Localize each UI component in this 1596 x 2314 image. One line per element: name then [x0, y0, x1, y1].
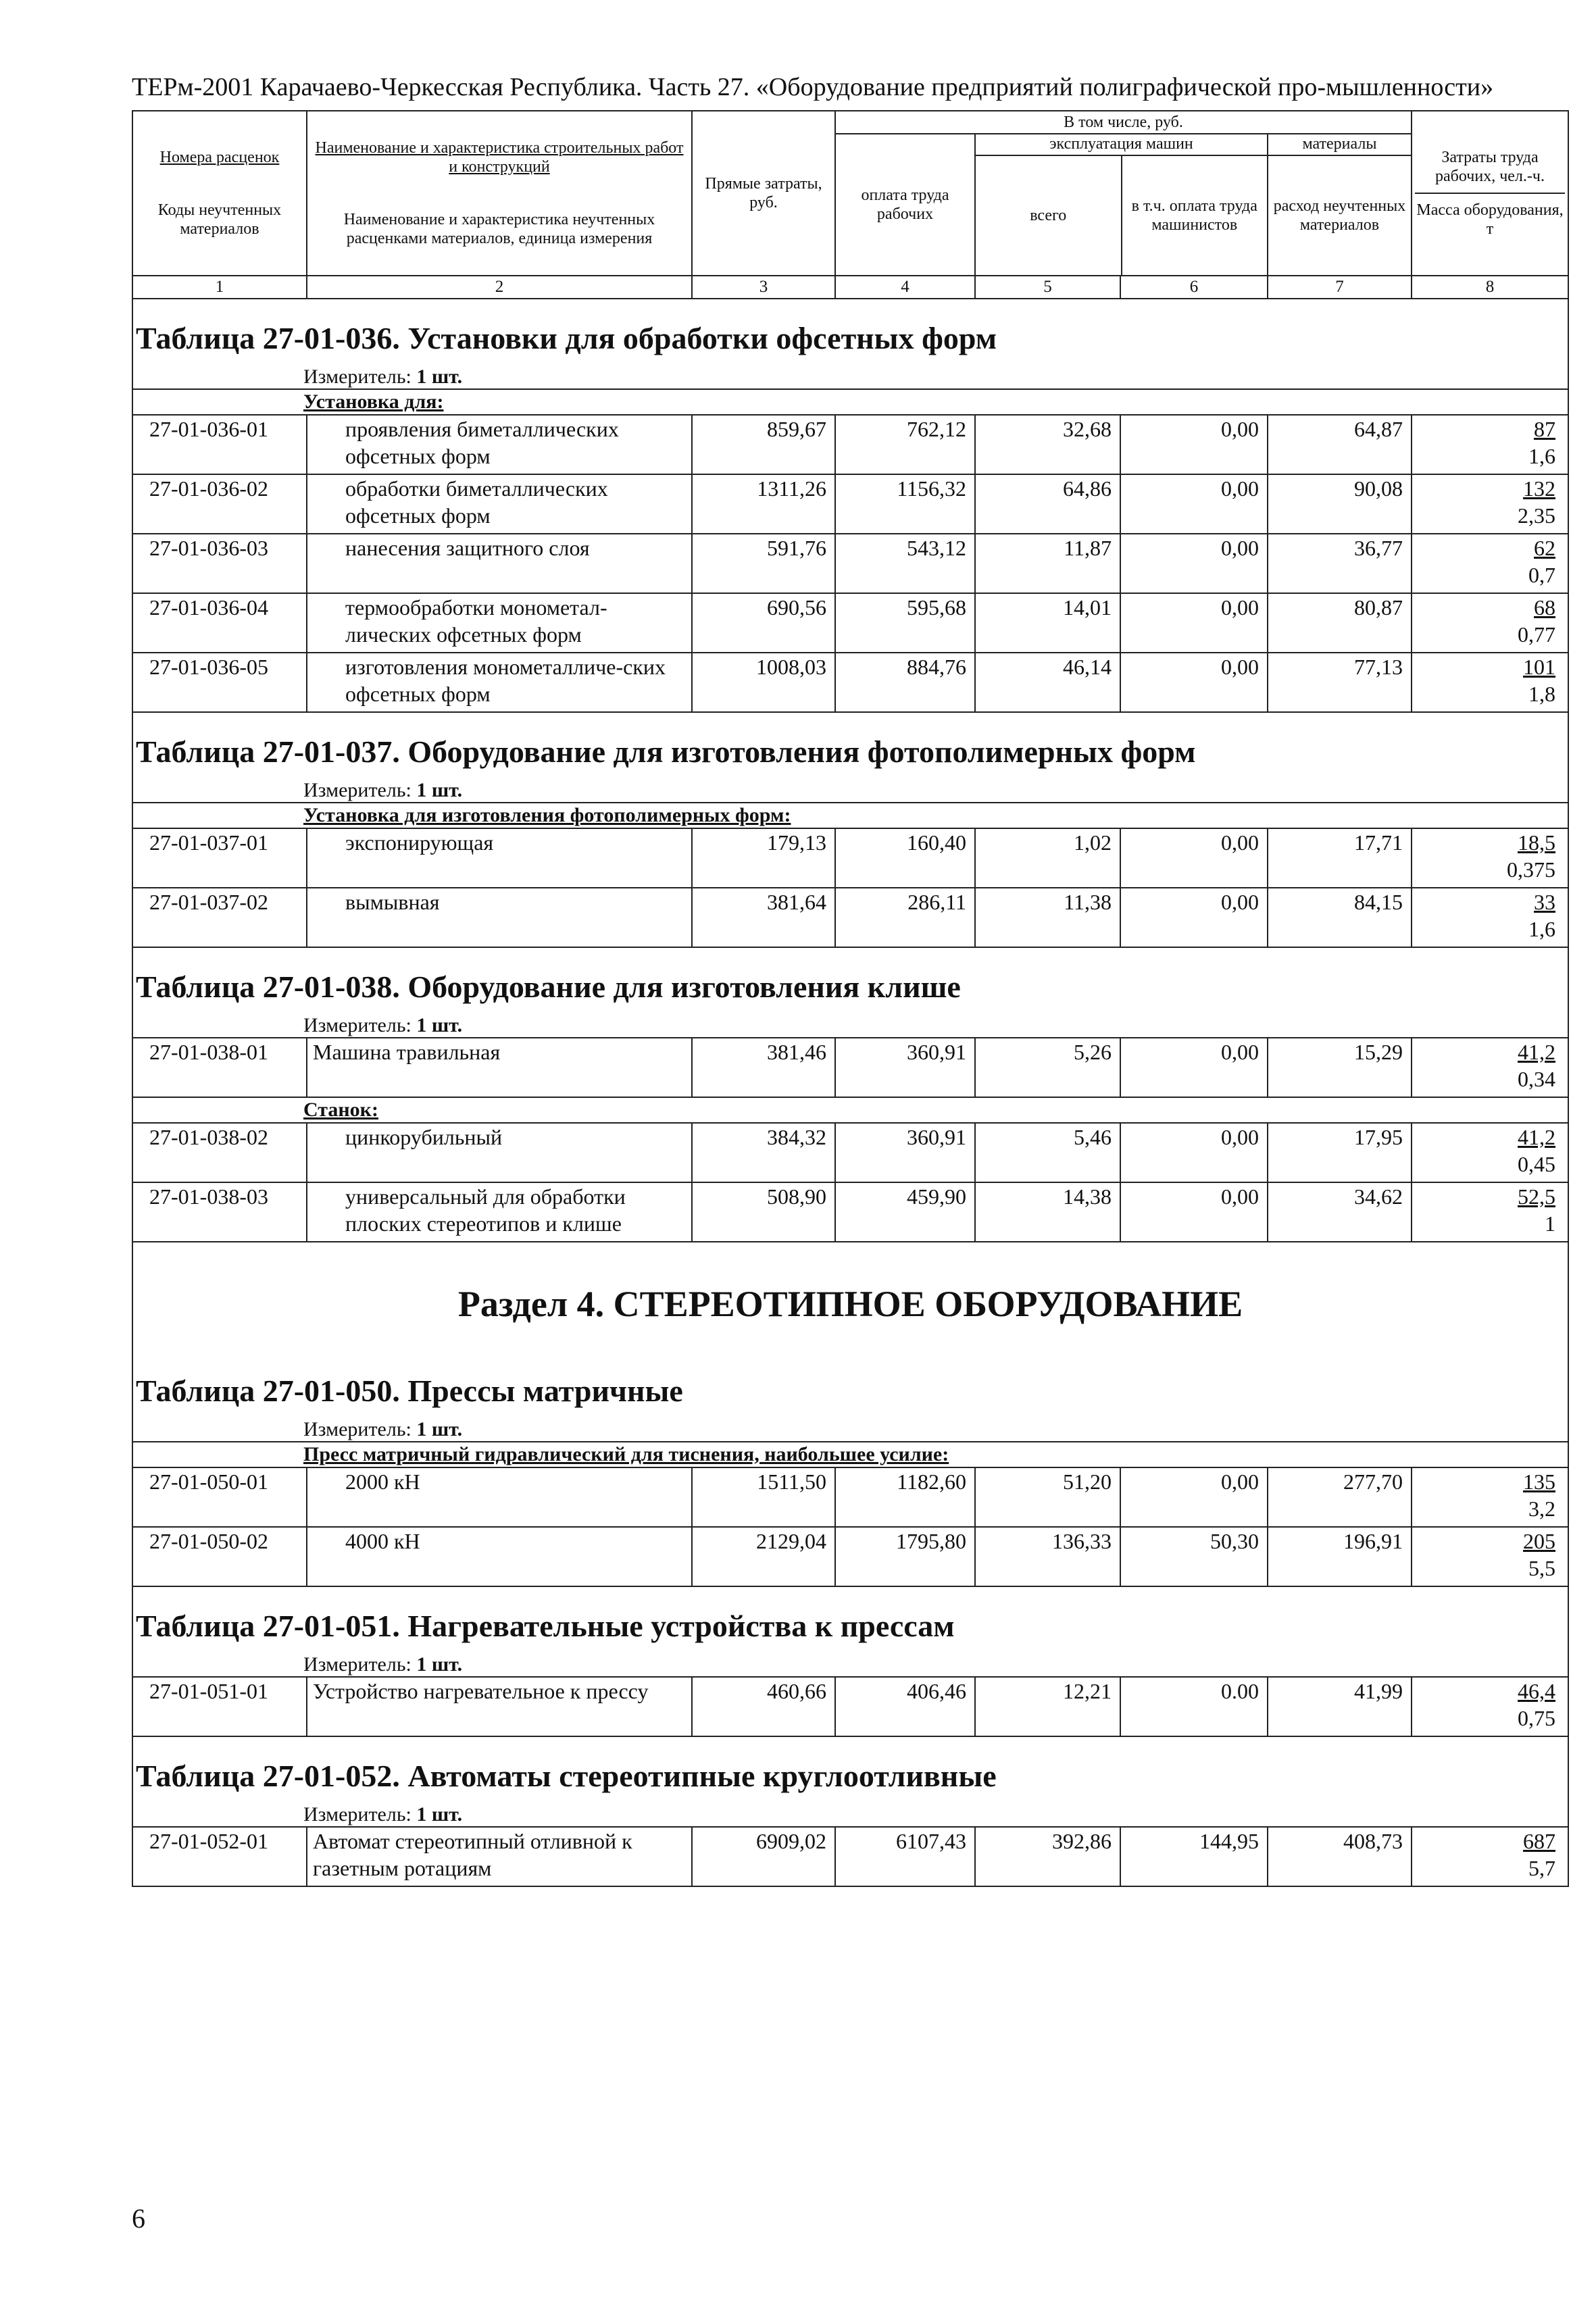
- labor-hours: 33: [1534, 890, 1555, 914]
- value-mat: 17,95: [1268, 1123, 1412, 1182]
- value-mach: 11,87: [975, 534, 1120, 593]
- materials-header: [1268, 134, 1412, 276]
- table-row: [132, 653, 1568, 712]
- value-mach: 392,86: [975, 1827, 1120, 1886]
- rates-table: [132, 110, 1569, 1887]
- rate-name: Устройство нагревательное к прессу: [307, 1677, 692, 1736]
- table-title-row: [132, 299, 1568, 363]
- value-machlab: 0,00: [1120, 1182, 1268, 1242]
- rate-name: проявления биметаллических офсетных форм: [307, 415, 692, 474]
- col-direct-header: Прямые затраты, руб.: [692, 111, 835, 276]
- value-machlab: 0,00: [1120, 474, 1268, 534]
- col8-top-label: Затраты труда рабочих, чел.-ч.: [1435, 149, 1545, 185]
- value-labor: 459,90: [835, 1182, 975, 1242]
- labor-mass-cell: [1412, 653, 1568, 712]
- measure-row: [132, 1651, 1568, 1677]
- rate-code: 27-01-036-05: [132, 653, 307, 712]
- rate-name: изготовления монометалличе-ских офсетных форм: [307, 653, 692, 712]
- measure-value: 1 шт.: [416, 1803, 463, 1826]
- labor-hours: 132: [1523, 476, 1555, 501]
- value-mach: 51,20: [975, 1467, 1120, 1527]
- labor-mass-cell: [1412, 534, 1568, 593]
- value-mat: 277,70: [1268, 1467, 1412, 1527]
- rate-code: 27-01-036-01: [132, 415, 307, 474]
- col-number: 2: [307, 276, 692, 299]
- table-row: [132, 474, 1568, 534]
- labor-mass-cell: [1412, 1182, 1568, 1242]
- value-labor: 6107,43: [835, 1827, 975, 1886]
- rate-code: 27-01-051-01: [132, 1677, 307, 1736]
- equipment-mass: 1,6: [1528, 444, 1555, 468]
- value-labor: 762,12: [835, 415, 975, 474]
- document: [132, 71, 1568, 1887]
- labor-hours: 687: [1523, 1829, 1555, 1853]
- value-mat: 34,62: [1268, 1182, 1412, 1242]
- table-title-row: [132, 1586, 1568, 1651]
- measure-row: [132, 1415, 1568, 1442]
- value-mat: 196,91: [1268, 1527, 1412, 1586]
- col-number: 7: [1268, 276, 1412, 299]
- col-number: 5: [975, 276, 1120, 299]
- value-labor: 360,91: [835, 1038, 975, 1097]
- col1-top-label: Номера расценок: [159, 149, 280, 166]
- table-row: [132, 534, 1568, 593]
- equipment-mass: 5,5: [1528, 1556, 1555, 1580]
- measure-label: Измеритель:: [303, 1418, 412, 1440]
- measure-value: 1 шт.: [416, 366, 463, 388]
- value-machlab: 0,00: [1120, 534, 1268, 593]
- table-title: Таблица 27-01-036. Установки для обработки офсетных форм: [132, 299, 1568, 363]
- measure-label: Измеритель:: [303, 779, 412, 801]
- value-labor: 1182,60: [835, 1467, 975, 1527]
- labor-hours: 62: [1534, 536, 1555, 560]
- rate-name: нанесения защитного слоя: [307, 534, 692, 593]
- rate-code: 27-01-050-02: [132, 1527, 307, 1586]
- rate-name: Автомат стереотипный отливной к газетным ротациям: [307, 1827, 692, 1886]
- value-machlab: 0,00: [1120, 653, 1268, 712]
- equipment-mass: 0,375: [1507, 857, 1555, 882]
- rate-name: универсальный для обработки плоских стереотипов и клише: [307, 1182, 692, 1242]
- measure-row: [132, 776, 1568, 803]
- measure-value: 1 шт.: [416, 1653, 463, 1676]
- value-labor: 360,91: [835, 1123, 975, 1182]
- labor-hours: 205: [1523, 1529, 1555, 1553]
- table-row: [132, 1827, 1568, 1886]
- materials-label: материалы: [1268, 134, 1411, 156]
- value-direct: 460,66: [692, 1677, 835, 1736]
- equipment-mass: 1: [1545, 1211, 1555, 1236]
- measure-value: 1 шт.: [416, 1418, 463, 1440]
- measure-label: Измеритель:: [303, 1014, 412, 1036]
- rate-name: цинкорубильный: [307, 1123, 692, 1182]
- value-mat: 84,15: [1268, 888, 1412, 947]
- measure-cell: [132, 1801, 1568, 1827]
- labor-mass-cell: [1412, 1677, 1568, 1736]
- col-number: 3: [692, 276, 835, 299]
- col8-bottom-label: Масса оборудования, т: [1416, 201, 1564, 238]
- measure-cell: [132, 1011, 1568, 1038]
- rate-code: 27-01-038-01: [132, 1038, 307, 1097]
- value-machlab: 0,00: [1120, 828, 1268, 888]
- value-direct: 859,67: [692, 415, 835, 474]
- labor-mass-cell: [1412, 1038, 1568, 1097]
- value-mat: 80,87: [1268, 593, 1412, 653]
- page-number: 6: [132, 2203, 145, 2234]
- col-name-header: [307, 111, 692, 276]
- value-mach: 5,26: [975, 1038, 1120, 1097]
- value-mat: 408,73: [1268, 1827, 1412, 1886]
- table-title: Таблица 27-01-037. Оборудование для изготовления фотополимерных форм: [132, 712, 1568, 776]
- value-mat: 17,71: [1268, 828, 1412, 888]
- labor-hours: 18,5: [1518, 830, 1555, 855]
- measure-cell: [132, 1651, 1568, 1677]
- labor-mass-cell: [1412, 1467, 1568, 1527]
- col7-label: расход неучтенных материалов: [1273, 197, 1406, 234]
- labor-mass-cell: [1412, 1123, 1568, 1182]
- rate-code: 27-01-036-02: [132, 474, 307, 534]
- labor-mass-cell: [1412, 593, 1568, 653]
- value-direct: 6909,02: [692, 1827, 835, 1886]
- col-labor-header: оплата труда рабочих: [835, 134, 975, 276]
- equipment-mass: 1,8: [1528, 682, 1555, 706]
- measure-cell: [132, 363, 1568, 389]
- value-machlab: 0.00: [1120, 1677, 1268, 1736]
- table-row: [132, 593, 1568, 653]
- col-number: 8: [1412, 276, 1568, 299]
- incl-header: В том числе, руб.: [835, 111, 1412, 134]
- rate-code: 27-01-036-03: [132, 534, 307, 593]
- labor-hours: 68: [1534, 595, 1555, 620]
- measure-label: Измеритель:: [303, 1653, 412, 1676]
- table-row: [132, 828, 1568, 888]
- group-row: [132, 389, 1568, 415]
- value-mach: 64,86: [975, 474, 1120, 534]
- labor-mass-cell: [1412, 828, 1568, 888]
- rate-name: обработки биметаллических офсетных форм: [307, 474, 692, 534]
- value-labor: 543,12: [835, 534, 975, 593]
- labor-hours: 87: [1534, 417, 1555, 441]
- rate-name: Машина травильная: [307, 1038, 692, 1097]
- measure-row: [132, 363, 1568, 389]
- value-labor: 884,76: [835, 653, 975, 712]
- value-machlab: 144,95: [1120, 1827, 1268, 1886]
- column-numbers-row: [132, 276, 1568, 299]
- table-row: [132, 1182, 1568, 1242]
- page-title: ТЕРм-2001 Карачаево-Черкесская Республика. Часть 27. «Оборудование предприятий полиграфической про-мышленности»: [132, 73, 1494, 101]
- table-row: [132, 415, 1568, 474]
- value-mach: 14,38: [975, 1182, 1120, 1242]
- value-direct: 384,32: [692, 1123, 835, 1182]
- value-labor: 286,11: [835, 888, 975, 947]
- value-labor: 1156,32: [835, 474, 975, 534]
- rate-code: 27-01-052-01: [132, 1827, 307, 1886]
- value-machlab: 0,00: [1120, 1467, 1268, 1527]
- measure-cell: [132, 1415, 1568, 1442]
- value-direct: 381,64: [692, 888, 835, 947]
- labor-mass-cell: [1412, 1527, 1568, 1586]
- rate-code: 27-01-036-04: [132, 593, 307, 653]
- measure-cell: [132, 776, 1568, 803]
- table-title-row: [132, 1352, 1568, 1415]
- value-machlab: 0,00: [1120, 888, 1268, 947]
- table-title-row: [132, 1736, 1568, 1801]
- value-mach: 1,02: [975, 828, 1120, 888]
- table-row: [132, 1467, 1568, 1527]
- value-mach: 46,14: [975, 653, 1120, 712]
- value-direct: 1511,50: [692, 1467, 835, 1527]
- rate-code: 27-01-050-01: [132, 1467, 307, 1527]
- value-mach: 12,21: [975, 1677, 1120, 1736]
- section-title-row: [132, 1242, 1568, 1352]
- measure-label: Измеритель:: [303, 1803, 412, 1826]
- exploit-label: эксплуатация машин: [976, 134, 1267, 156]
- col-number: 1: [132, 276, 307, 299]
- col-number: 4: [835, 276, 975, 299]
- measure-label: Измеритель:: [303, 366, 412, 388]
- value-labor: 406,46: [835, 1677, 975, 1736]
- rate-code: 27-01-037-02: [132, 888, 307, 947]
- rate-name: 4000 кН: [307, 1527, 692, 1586]
- col5-label: всего: [976, 156, 1122, 275]
- labor-hours: 135: [1523, 1469, 1555, 1494]
- value-labor: 160,40: [835, 828, 975, 888]
- value-direct: 1008,03: [692, 653, 835, 712]
- value-direct: 591,76: [692, 534, 835, 593]
- equipment-mass: 2,35: [1518, 503, 1555, 528]
- value-direct: 179,13: [692, 828, 835, 888]
- value-mach: 5,46: [975, 1123, 1120, 1182]
- value-mach: 11,38: [975, 888, 1120, 947]
- rate-code: 27-01-038-02: [132, 1123, 307, 1182]
- value-mach: 136,33: [975, 1527, 1120, 1586]
- rate-name: термообработки монометал-лических офсетных форм: [307, 593, 692, 653]
- section-title: Раздел 4. СТЕРЕОТИПНОЕ ОБОРУДОВАНИЕ: [132, 1242, 1568, 1352]
- value-machlab: 0,00: [1120, 593, 1268, 653]
- rate-name: экспонирующая: [307, 828, 692, 888]
- value-machlab: 0,00: [1120, 1038, 1268, 1097]
- value-machlab: 0,00: [1120, 1123, 1268, 1182]
- value-mat: 41,99: [1268, 1677, 1412, 1736]
- value-mach: 14,01: [975, 593, 1120, 653]
- table-title-row: [132, 947, 1568, 1011]
- table-title: Таблица 27-01-050. Прессы матричные: [132, 1352, 1568, 1415]
- measure-row: [132, 1801, 1568, 1827]
- equipment-mass: 0,45: [1518, 1152, 1555, 1176]
- value-direct: 508,90: [692, 1182, 835, 1242]
- rate-code: 27-01-038-03: [132, 1182, 307, 1242]
- table-title: Таблица 27-01-038. Оборудование для изготовления клише: [132, 947, 1568, 1011]
- table-row: [132, 888, 1568, 947]
- group-row: [132, 1442, 1568, 1467]
- table-title-row: [132, 712, 1568, 776]
- table-row: [132, 1123, 1568, 1182]
- labor-hours: 52,5: [1518, 1184, 1555, 1209]
- value-mat: 77,13: [1268, 653, 1412, 712]
- group-label: Установка для изготовления фотополимерных форм:: [132, 803, 1568, 828]
- value-machlab: 0,00: [1120, 415, 1268, 474]
- value-mat: 90,08: [1268, 474, 1412, 534]
- value-direct: 2129,04: [692, 1527, 835, 1586]
- rate-code: 27-01-037-01: [132, 828, 307, 888]
- equipment-mass: 3,2: [1528, 1496, 1555, 1521]
- col2-bottom-label: Наименование и характеристика неучтенных расценками материалов, единица измерения: [343, 211, 655, 247]
- value-direct: 1311,26: [692, 474, 835, 534]
- measure-row: [132, 1011, 1568, 1038]
- equipment-mass: 0,77: [1518, 622, 1555, 647]
- group-row: [132, 1097, 1568, 1123]
- measure-value: 1 шт.: [416, 779, 463, 801]
- measure-value: 1 шт.: [416, 1014, 463, 1036]
- exploit-header: [975, 134, 1268, 276]
- table-title: Таблица 27-01-051. Нагревательные устройства к прессам: [132, 1586, 1568, 1651]
- table-row: [132, 1527, 1568, 1586]
- group-label: Установка для:: [132, 389, 1568, 415]
- col1-bottom-label: Коды неучтенных материалов: [157, 201, 282, 238]
- equipment-mass: 5,7: [1528, 1856, 1555, 1880]
- rate-name: 2000 кН: [307, 1467, 692, 1527]
- value-direct: 381,46: [692, 1038, 835, 1097]
- value-mat: 64,87: [1268, 415, 1412, 474]
- col6-label: в т.ч. оплата труда машинистов: [1131, 197, 1257, 234]
- table-row: [132, 1677, 1568, 1736]
- value-direct: 690,56: [692, 593, 835, 653]
- equipment-mass: 0,34: [1518, 1067, 1555, 1091]
- group-label: Станок:: [132, 1097, 1568, 1123]
- col-hours-header: [1412, 111, 1568, 276]
- value-mach: 32,68: [975, 415, 1120, 474]
- table-title: Таблица 27-01-052. Автоматы стереотипные круглоотливные: [132, 1736, 1568, 1801]
- col-number: 6: [1120, 276, 1268, 299]
- table-row: [132, 1038, 1568, 1097]
- labor-hours: 46,4: [1518, 1679, 1555, 1703]
- equipment-mass: 0,7: [1528, 563, 1555, 587]
- value-labor: 1795,80: [835, 1527, 975, 1586]
- value-mat: 15,29: [1268, 1038, 1412, 1097]
- labor-mass-cell: [1412, 1827, 1568, 1886]
- header-row-1: [132, 111, 1568, 134]
- labor-mass-cell: [1412, 415, 1568, 474]
- labor-mass-cell: [1412, 888, 1568, 947]
- value-mat: 36,77: [1268, 534, 1412, 593]
- labor-mass-cell: [1412, 474, 1568, 534]
- labor-hours: 41,2: [1518, 1125, 1555, 1149]
- labor-hours: 101: [1523, 655, 1555, 679]
- col2-top-label: Наименование и характеристика строительных работ и конструкций: [315, 139, 684, 176]
- equipment-mass: 0,75: [1518, 1706, 1555, 1730]
- labor-hours: 41,2: [1518, 1040, 1555, 1064]
- value-labor: 595,68: [835, 593, 975, 653]
- group-row: [132, 803, 1568, 828]
- rate-name: вымывная: [307, 888, 692, 947]
- value-machlab: 50,30: [1120, 1527, 1268, 1586]
- equipment-mass: 1,6: [1528, 917, 1555, 941]
- group-label: Пресс матричный гидравлический для тиснения, наибольшее усилие:: [132, 1442, 1568, 1467]
- col-codes-header: [132, 111, 307, 276]
